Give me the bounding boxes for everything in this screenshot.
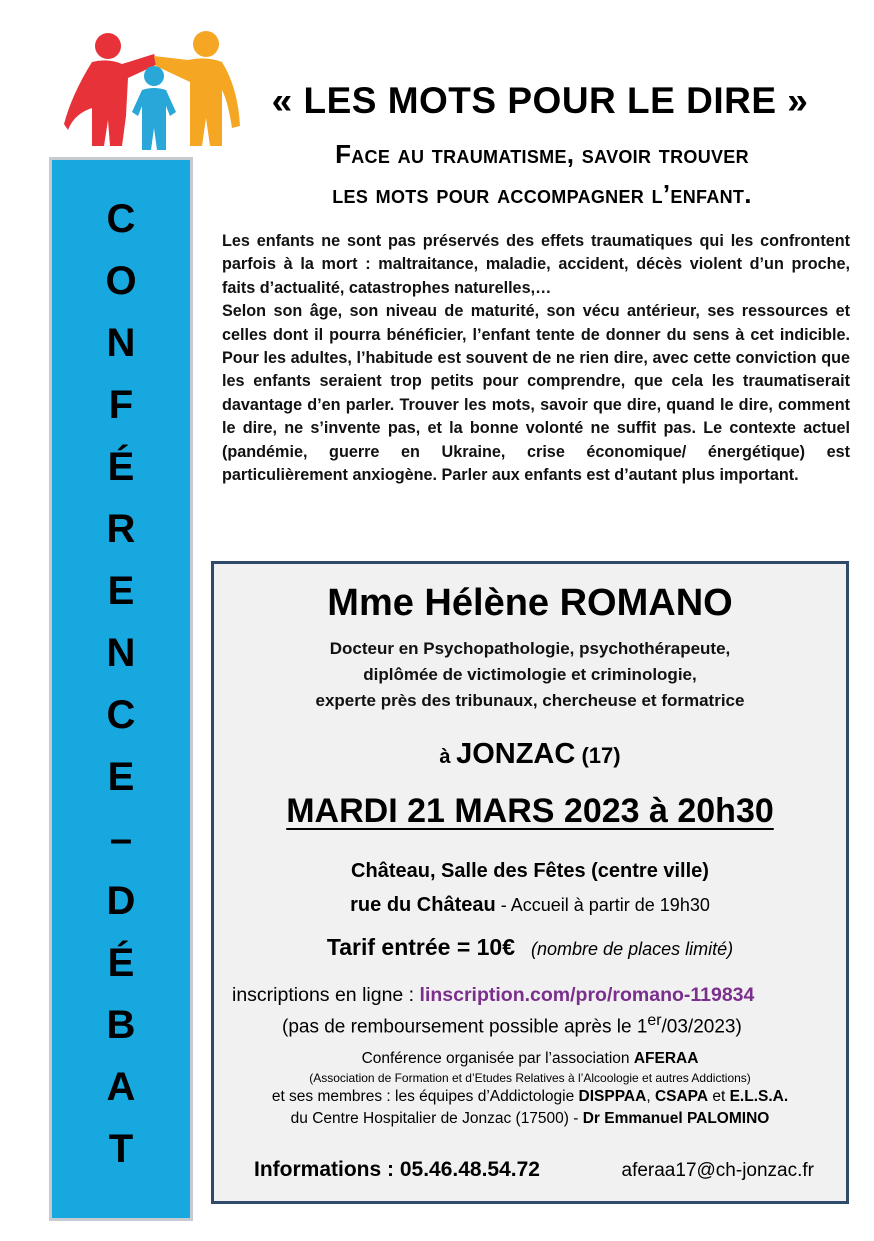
members-and: et — [708, 1088, 730, 1105]
event-date — [214, 792, 846, 831]
banner-letter: F — [108, 383, 134, 427]
price-note: (nombre de places limité) — [531, 939, 734, 959]
contact-phone: Informations : 05.46.48.54.72 — [254, 1158, 540, 1181]
banner-letter: É — [107, 445, 135, 489]
refund-note — [232, 1008, 832, 1040]
registration-prefix: inscriptions en ligne : — [232, 984, 420, 1006]
doctor-name: Dr Emmanuel PALOMINO — [582, 1110, 770, 1127]
intro-paragraph: Les enfants ne sont pas préservés des effets traumatiques qui les confrontent parfois à la mort : maltraitance, maladie, accident, décès violent d’un proche, faits d’actualité, catastrophes naturelles,… — [222, 232, 850, 297]
subtitle-line: les mots pour accompagner l’enfant. — [332, 179, 752, 209]
contact-info — [254, 1158, 814, 1182]
banner-letter: N — [106, 631, 136, 675]
organizer-fullname: (Association de Formation et d’Etudes Relatives à l’Alcoologie et autres Addictions) — [309, 1071, 751, 1085]
organizer-members — [214, 1086, 846, 1108]
price-label: Tarif entrée = 10€ — [326, 934, 516, 960]
banner-letter: O — [105, 259, 137, 303]
banner-letter: E — [107, 569, 135, 613]
event-venue — [214, 854, 846, 922]
intro-text — [222, 230, 850, 487]
team-disppaa: DISPPAA — [578, 1088, 647, 1105]
credential-line: experte près des tribunaux, chercheuse et formatrice — [315, 691, 745, 710]
venue-street: rue du Château — [350, 894, 496, 916]
hospital-text: du Centre Hospitalier de Jonzac (17500) - — [290, 1110, 583, 1127]
speaker-credentials — [214, 636, 846, 714]
banner-letter: É — [107, 941, 135, 985]
vertical-banner — [49, 157, 193, 1221]
intro-paragraph: Selon son âge, son niveau de maturité, son vécu antérieur, ses ressources et celles dont il pourra bénéficier, l’enfant tente de donner du sens à cet indicible. Pour les adultes, l’habitude est souvent de ne rien dire, avec cette conviction que les enfants seraient trop petits pour comprendre, que cela les traumatiserait davantage d’en parler. Trouver les mots, savoir que dire, quand le dire, comment le dire, ne s’invente pas, et la bonne volonté ne suffit pas. Le contexte actuel (pandémie, guerre en Ukraine, crise économique/ énergétique) est particulièrement anxiogène. Parler aux enfants est d’autant plus important. — [222, 302, 850, 485]
banner-letter: D — [106, 879, 136, 923]
credential-line: diplômée de victimologie et criminologie, — [363, 665, 697, 684]
event-details-box — [211, 561, 849, 1204]
refund-text: (pas de remboursement possible après le 1 — [282, 1016, 648, 1038]
event-date-text: MARDI 21 MARS 2023 à 20h30 — [286, 792, 774, 830]
banner-letter: T — [108, 1127, 134, 1171]
refund-sup: er — [647, 1012, 662, 1029]
banner-letter: C — [106, 197, 136, 241]
banner-letter: C — [106, 693, 136, 737]
banner-letter: – — [109, 817, 133, 861]
credential-line: Docteur en Psychopathologie, psychothérapeute, — [329, 639, 731, 658]
venue-welcome: - Accueil à partir de 19h30 — [495, 895, 710, 915]
team-csapa: CSAPA — [654, 1088, 709, 1105]
orange-figure-head — [193, 31, 219, 57]
banner-letter: R — [106, 507, 136, 551]
blue-figure-body — [132, 88, 176, 150]
red-figure-head — [95, 33, 121, 59]
event-price — [214, 934, 846, 961]
organizer-info — [214, 1048, 846, 1130]
event-location — [214, 738, 846, 771]
speaker-name: Mme Hélène ROMANO — [327, 582, 733, 624]
location-prefix: à — [439, 746, 457, 768]
contact-email[interactable]: aferaa17@ch-jonzac.fr — [621, 1160, 814, 1181]
organizer-line — [214, 1048, 846, 1070]
banner-letter: A — [106, 1065, 136, 1109]
team-elsa: E.L.S.A. — [729, 1088, 789, 1105]
organizer-name: AFERAA — [633, 1050, 699, 1067]
organizer-intro: Conférence organisée par l’association — [361, 1050, 634, 1067]
banner-letter: E — [107, 755, 135, 799]
subtitle-line: Face au traumatisme, savoir trouver — [335, 139, 749, 169]
members-sep: , — [646, 1088, 655, 1105]
page-subtitle — [214, 134, 870, 214]
banner-letter: N — [106, 321, 136, 365]
venue-address — [214, 888, 846, 922]
venue-name: Château, Salle des Fêtes (centre ville) — [351, 860, 709, 882]
members-prefix: et ses membres : les équipes d’Addictologie — [271, 1088, 579, 1105]
page-title: « LES MOTS POUR LE DIRE » — [271, 80, 809, 121]
registration-link[interactable]: linscription.com/pro/romano-119834 — [419, 984, 755, 1006]
blue-figure-head — [144, 66, 164, 86]
location-dept: (17) — [575, 743, 621, 768]
banner-letter: B — [106, 1003, 136, 1047]
organizer-hospital — [214, 1108, 846, 1130]
vertical-title — [52, 188, 190, 1180]
registration — [232, 982, 832, 1040]
location-city: JONZAC — [456, 738, 576, 770]
refund-date: /03/2023) — [661, 1016, 742, 1038]
